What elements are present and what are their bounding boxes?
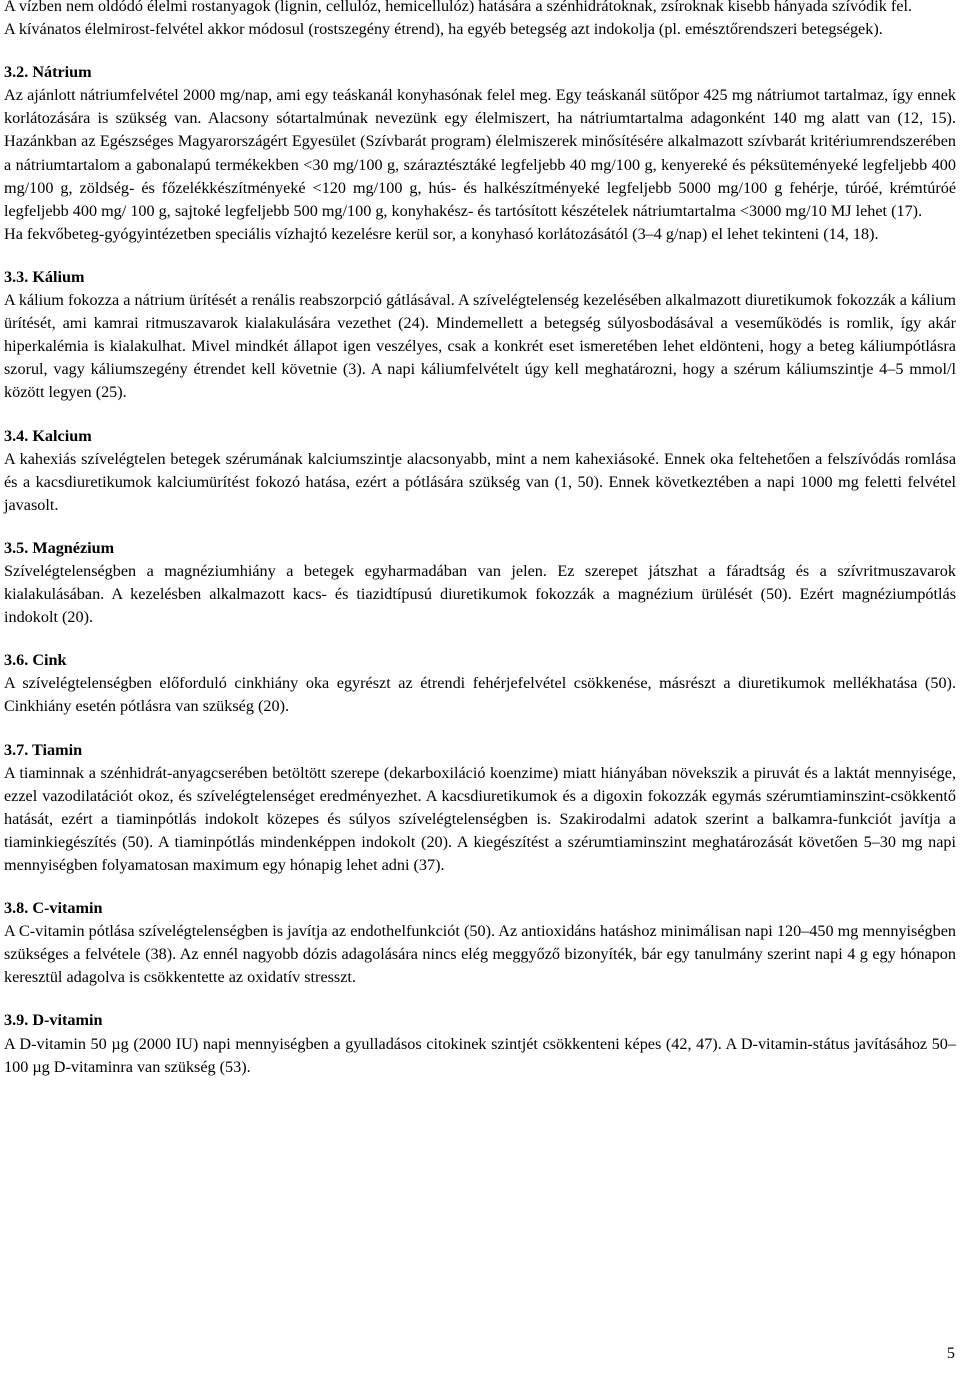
section-d-vitamin [4,1009,956,1078]
section-tiamin [4,739,956,878]
intro-paragraph-1: A vízben nem oldódó élelmi rostanyagok (lignin, cellulóz, hemicellulóz) hatására a szénhidrátoknak, zsíroknak kisebb hányada szívódik fel. [4,0,913,15]
section-heading: 3.2. Nátrium [4,63,92,82]
section-paragraph: A C-vitamin pótlása szívelégtelenségben is javítja az endothelfunkciót (50). Az antioxidáns hatáshoz minimálisan napi 120–450 mg mennyiségben szükséges a felvétele (38). Az ennél nagyobb dózis adagolására nincs elég meggyőző bizonyíték, bár egy tanulmány szerint napi 4 g egy hónapon keresztül adagolva is csökkentette az oxidatív stresszt. [4,922,956,987]
section-natrium [4,61,956,246]
section-kalium [4,266,956,405]
section-cink [4,649,956,718]
section-paragraph: A szívelégtelenségben előforduló cinkhiány oka egyrészt az étrendi fehérjefelvétel csökkenése, másrészt a diuretikumok mellékhatása (50). Cinkhiány esetén pótlásra van szükség (20). [4,674,956,716]
section-heading: 3.4. Kalcium [4,426,92,445]
section-paragraph: A tiaminnak a szénhidrát-anyagcserében betöltött szerepe (dekarboxiláció koenzime) miatt hiányában növekszik a piruvát és a laktát mennyisége, ezzel vazodilatációt okoz, és szívelégtelenséget eredményezhet. A kacsdiuretikumok és a digoxin fokozzák egymás szérumtiaminszint-csökkentő hatását, ezért a tiaminpótlás indokolt közepes és súlyos szívelégtelenségben is. Szakirodalmi adatok szerint a balkamra-funkciót javítja a tiaminkiegészítés (50). A tiaminpótlás mindenképpen indokolt (20). A kiegészítést a szérumtiaminszint meghatározását követően 5–30 mg napi mennyiségben folyamatosan maximum egy hónapig lehet adni (37). [4,763,956,874]
section-paragraph: Szívelégtelenségben a magnéziumhiány a betegek egyharmadában van jelen. Ez szerepet játszhat a fáradtság és a szívritmuszavarok kialakulásában. A kezelésben alkalmazott kacs- és tiazidtípusú diuretikumok fokozzák a magnézium ürülését (50). Ezért magnéziumpótlás indokolt (20). [4,561,956,627]
section-paragraph: Az ajánlott nátriumfelvétel 2000 mg/nap, ami egy teáskanál konyhasónak felel meg. Egy teáskanál sütőpor 425 mg nátriumot tartalmaz, így ennek korlátozására is szükség van. Alacsony sótartalmúnak nevezünk egy élelmiszert, ha nátriumtartalma adagonként 140 mg alatt van (12, 15). Hazánkban az Egészséges Magyarországért Egyesület (Szívbarát program) élelmiszerek minősítésére alkalmazott szívbarát kritériumrendszerében a nátriumtartalom a gabonalapú termékekben <30 mg/100 g, száraztésztáké legfeljebb 40 mg/100 g, kenyereké és péksüteményeké legfeljebb 400 mg/100 g, zöldség- és főzelékkészítményeké <120 mg/100 g, hús- és halkészítményeké legfeljebb 5000 mg/100 g fehérje, túróé, krémtúróé legfeljebb 400 mg/ 100 g, sajtoké legfeljebb 500 mg/100 g, konyhakész- és tartósított készételek nátriumtartalma <3000 mg/10 MJ lehet (17). [4,86,956,220]
section-magnezium [4,537,956,629]
section-heading: 3.9. D-vitamin [4,1011,103,1030]
section-paragraph: Ha fekvőbeteg-gyógyintézetben speciális vízhajtó kezelésre kerül sor, a konyhasó korlátozásától (3–4 g/nap) el lehet tekinteni (14, 18). [4,224,879,243]
section-kalcium [4,425,956,517]
document-page [4,0,956,1079]
section-heading: 3.3. Kálium [4,267,85,286]
page-number: 5 [946,1344,955,1362]
section-paragraph: A kahexiás szívelégtelen betegek szérumának kalciumszintje alacsonyabb, mint a nem kahexiásoké. Ennek oka feltehetően a felszívódás romlása és a kacsdiuretikumok kalciumürítést fokozó hatása, ezért a pótlására szükség van (1, 50). Ennek következtében a napi 1000 mg feletti felvétel javasolt. [4,449,956,514]
section-heading: 3.8. C-vitamin [4,899,103,918]
intro-paragraph-2: A kívánatos élelmirost-felvétel akkor módosul (rostszegény étrend), ha egyéb betegség azt indokolja (pl. emésztőrendszeri betegségek). [4,20,883,39]
section-heading: 3.7. Tiamin [4,740,83,759]
section-heading: 3.5. Magnézium [4,538,115,557]
section-heading: 3.6. Cink [4,651,67,670]
section-c-vitamin [4,897,956,989]
section-paragraph: A kálium fokozza a nátrium ürítését a renális reabszorpció gátlásával. A szívelégtelenség kezelésében alkalmazott diuretikumok fokozzák a kálium ürítését, ami kamrai ritmuszavarok kialakulására vezethet (24). Mindemellett a betegség súlyosbodásával a veseműködés is romlik, így akár hiperkalémia is kialakulhat. Mivel mindkét állapot igen veszélyes, csak a konkrét eset ismeretében lehet eldönteni, hogy a beteg káliumpótlásra szorul, vagy káliumszegény étrendet kell követnie (3). A napi káliumfelvételt úgy kell meghatározni, hogy a szérum káliumszintje 4–5 mmol/l között legyen (25). [4,291,956,402]
section-paragraph: A D-vitamin 50 µg (2000 IU) napi mennyiségben a gyulladásos citokinek szintjét csökkenteni képes (42, 47). A D-vitamin-státus javításához 50–100 µg D-vitaminra van szükség (53). [4,1034,956,1076]
